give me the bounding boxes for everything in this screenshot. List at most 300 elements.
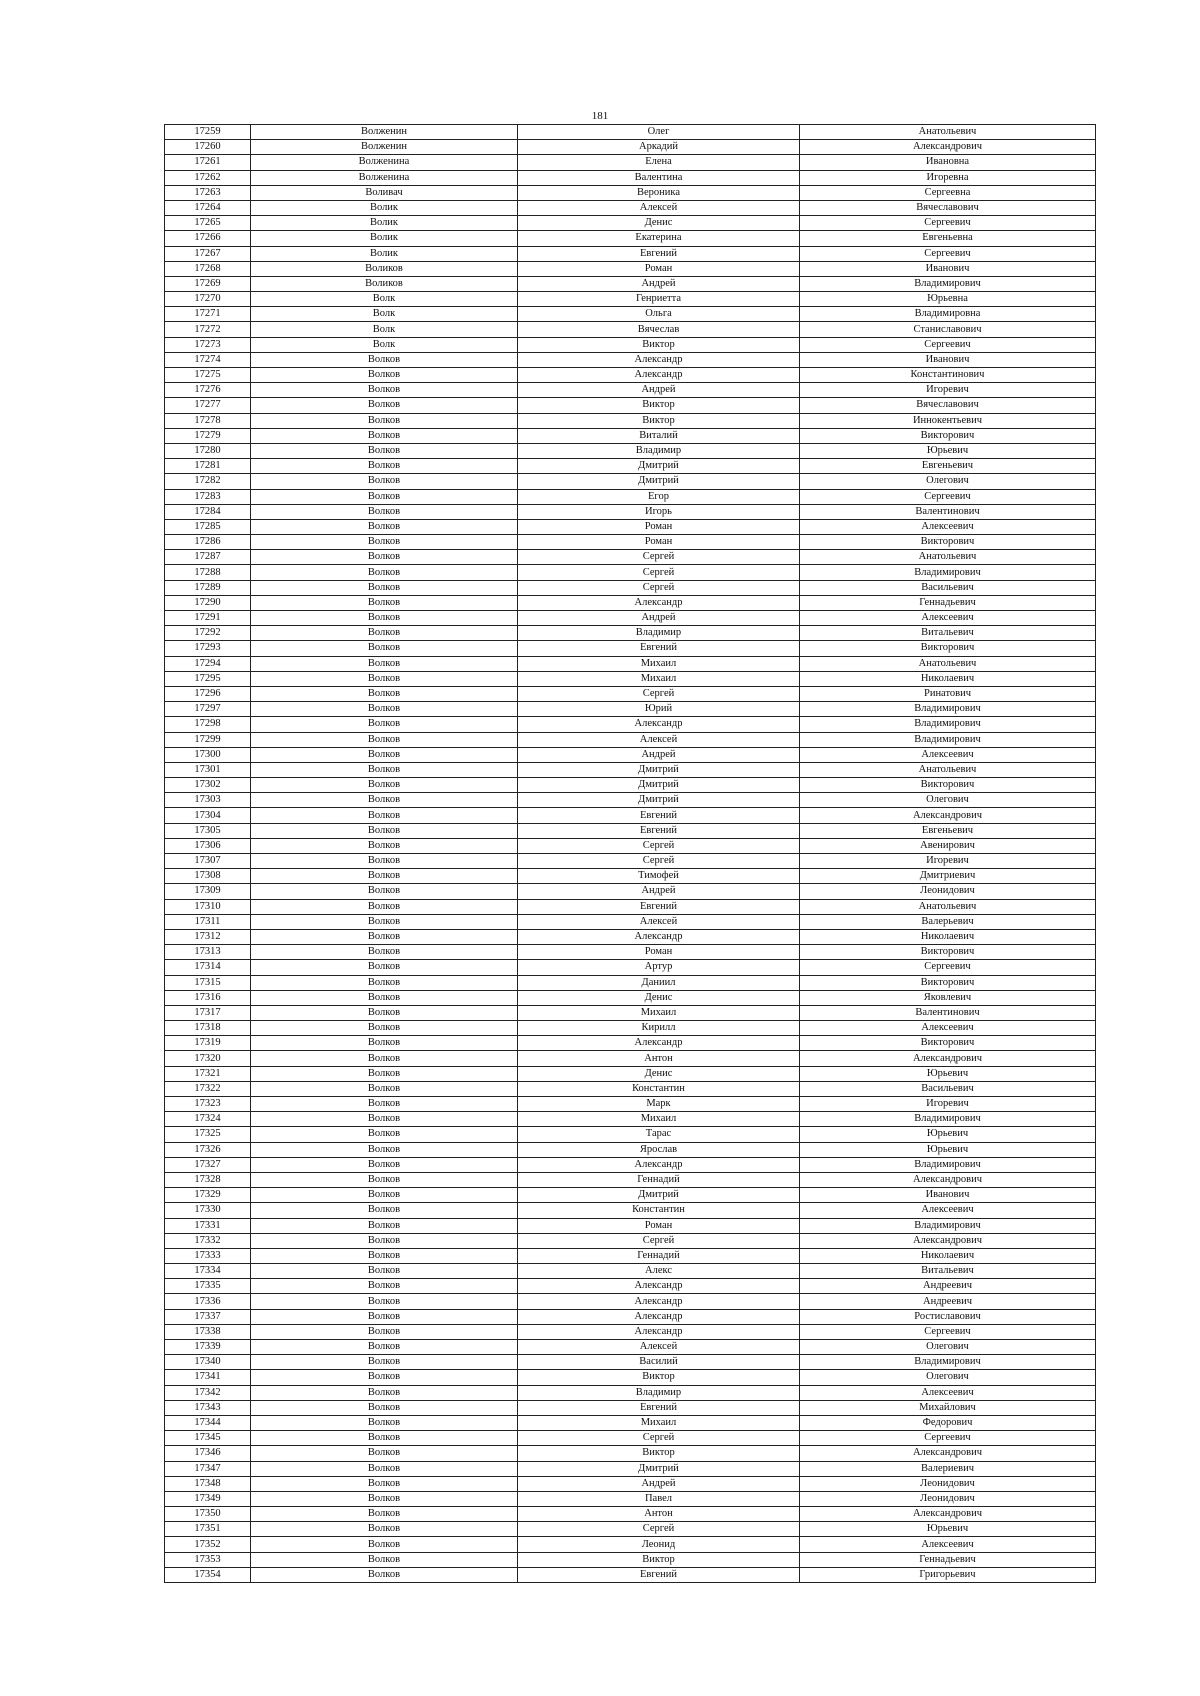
table-row — [165, 337, 1096, 352]
row-number: 17300 — [165, 747, 251, 762]
row-number: 17321 — [165, 1066, 251, 1081]
patronymic-cell: Ростиславович — [800, 1309, 1096, 1324]
first-name-cell: Александр — [518, 929, 800, 944]
patronymic-cell: Анатольевич — [800, 125, 1096, 140]
first-name-cell: Павел — [518, 1491, 800, 1506]
first-name-cell: Ольга — [518, 307, 800, 322]
patronymic-cell: Сергеевич — [800, 337, 1096, 352]
first-name-cell: Андрей — [518, 1476, 800, 1491]
patronymic-cell: Александрович — [800, 1507, 1096, 1522]
patronymic-cell: Викторович — [800, 945, 1096, 960]
patronymic-cell: Алексеевич — [800, 1537, 1096, 1552]
row-number: 17330 — [165, 1203, 251, 1218]
patronymic-cell: Вячеславович — [800, 200, 1096, 215]
row-number: 17291 — [165, 611, 251, 626]
surname-cell: Волков — [251, 1324, 518, 1339]
table-row — [165, 1476, 1096, 1491]
first-name-cell: Сергей — [518, 854, 800, 869]
surname-cell: Волков — [251, 702, 518, 717]
patronymic-cell: Андреевич — [800, 1279, 1096, 1294]
row-number: 17341 — [165, 1370, 251, 1385]
first-name-cell: Валентина — [518, 170, 800, 185]
table-row — [165, 1355, 1096, 1370]
names-table — [164, 124, 1096, 1583]
surname-cell: Волков — [251, 1476, 518, 1491]
table-row — [165, 1264, 1096, 1279]
row-number: 17324 — [165, 1112, 251, 1127]
patronymic-cell: Викторович — [800, 535, 1096, 550]
patronymic-cell: Владимирович — [800, 717, 1096, 732]
row-number: 17303 — [165, 793, 251, 808]
surname-cell: Волков — [251, 732, 518, 747]
row-number: 17298 — [165, 717, 251, 732]
patronymic-cell: Викторович — [800, 1036, 1096, 1051]
first-name-cell: Денис — [518, 990, 800, 1005]
surname-cell: Волков — [251, 884, 518, 899]
surname-cell: Волик — [251, 246, 518, 261]
row-number: 17276 — [165, 383, 251, 398]
row-number: 17302 — [165, 778, 251, 793]
surname-cell: Волков — [251, 368, 518, 383]
surname-cell: Волков — [251, 504, 518, 519]
row-number: 17285 — [165, 519, 251, 534]
patronymic-cell: Юрьевич — [800, 1142, 1096, 1157]
surname-cell: Волков — [251, 1172, 518, 1187]
patronymic-cell: Викторович — [800, 428, 1096, 443]
table-row — [165, 1522, 1096, 1537]
first-name-cell: Сергей — [518, 686, 800, 701]
row-number: 17264 — [165, 200, 251, 215]
first-name-cell: Александр — [518, 595, 800, 610]
table-row — [165, 1324, 1096, 1339]
row-number: 17305 — [165, 823, 251, 838]
table-row — [165, 443, 1096, 458]
table-row — [165, 413, 1096, 428]
table-row — [165, 945, 1096, 960]
table-row — [165, 1157, 1096, 1172]
row-number: 17262 — [165, 170, 251, 185]
table-row — [165, 990, 1096, 1005]
row-number: 17325 — [165, 1127, 251, 1142]
first-name-cell: Вячеслав — [518, 322, 800, 337]
patronymic-cell: Сергеевич — [800, 489, 1096, 504]
first-name-cell: Алексей — [518, 732, 800, 747]
table-row — [165, 140, 1096, 155]
row-number: 17277 — [165, 398, 251, 413]
surname-cell: Волков — [251, 535, 518, 550]
row-number: 17316 — [165, 990, 251, 1005]
surname-cell: Волков — [251, 686, 518, 701]
patronymic-cell: Васильевич — [800, 580, 1096, 595]
row-number: 17261 — [165, 155, 251, 170]
row-number: 17354 — [165, 1567, 251, 1582]
patronymic-cell: Михайлович — [800, 1400, 1096, 1415]
surname-cell: Волик — [251, 231, 518, 246]
surname-cell: Волков — [251, 1051, 518, 1066]
table-row — [165, 1446, 1096, 1461]
patronymic-cell: Ринатович — [800, 686, 1096, 701]
table-row — [165, 702, 1096, 717]
row-number: 17343 — [165, 1400, 251, 1415]
first-name-cell: Сергей — [518, 1233, 800, 1248]
row-number: 17331 — [165, 1218, 251, 1233]
patronymic-cell: Александрович — [800, 1233, 1096, 1248]
table-row — [165, 1370, 1096, 1385]
table-row — [165, 1294, 1096, 1309]
surname-cell: Волков — [251, 914, 518, 929]
first-name-cell: Дмитрий — [518, 474, 800, 489]
surname-cell: Волков — [251, 975, 518, 990]
table-row — [165, 368, 1096, 383]
row-number: 17342 — [165, 1385, 251, 1400]
table-row — [165, 884, 1096, 899]
first-name-cell: Вероника — [518, 185, 800, 200]
surname-cell: Волков — [251, 474, 518, 489]
patronymic-cell: Сергеевич — [800, 960, 1096, 975]
patronymic-cell: Леонидович — [800, 1491, 1096, 1506]
patronymic-cell: Алексеевич — [800, 1203, 1096, 1218]
first-name-cell: Виктор — [518, 1370, 800, 1385]
first-name-cell: Евгений — [518, 246, 800, 261]
table-row — [165, 125, 1096, 140]
first-name-cell: Алексей — [518, 1340, 800, 1355]
first-name-cell: Елена — [518, 155, 800, 170]
row-number: 17340 — [165, 1355, 251, 1370]
surname-cell: Волков — [251, 1461, 518, 1476]
first-name-cell: Евгений — [518, 823, 800, 838]
patronymic-cell: Авенирович — [800, 838, 1096, 853]
row-number: 17284 — [165, 504, 251, 519]
first-name-cell: Алексей — [518, 200, 800, 215]
row-number: 17336 — [165, 1294, 251, 1309]
row-number: 17266 — [165, 231, 251, 246]
table-row — [165, 1218, 1096, 1233]
surname-cell: Волков — [251, 611, 518, 626]
table-row — [165, 261, 1096, 276]
table-row — [165, 1248, 1096, 1263]
row-number: 17294 — [165, 656, 251, 671]
row-number: 17287 — [165, 550, 251, 565]
row-number: 17351 — [165, 1522, 251, 1537]
first-name-cell: Дмитрий — [518, 1188, 800, 1203]
surname-cell: Волков — [251, 671, 518, 686]
surname-cell: Волков — [251, 1248, 518, 1263]
patronymic-cell: Евгеньевич — [800, 823, 1096, 838]
surname-cell: Волков — [251, 383, 518, 398]
table-row — [165, 899, 1096, 914]
row-number: 17345 — [165, 1431, 251, 1446]
patronymic-cell: Алексеевич — [800, 747, 1096, 762]
table-row — [165, 838, 1096, 853]
first-name-cell: Андрей — [518, 611, 800, 626]
first-name-cell: Виктор — [518, 1446, 800, 1461]
table-row — [165, 428, 1096, 443]
first-name-cell: Александр — [518, 1279, 800, 1294]
patronymic-cell: Иванович — [800, 261, 1096, 276]
first-name-cell: Михаил — [518, 1415, 800, 1430]
table-row — [165, 185, 1096, 200]
first-name-cell: Александр — [518, 352, 800, 367]
first-name-cell: Константин — [518, 1081, 800, 1096]
patronymic-cell: Юрьевич — [800, 1522, 1096, 1537]
first-name-cell: Евгений — [518, 808, 800, 823]
patronymic-cell: Григорьевич — [800, 1567, 1096, 1582]
row-number: 17315 — [165, 975, 251, 990]
table-row — [165, 1461, 1096, 1476]
surname-cell: Волков — [251, 823, 518, 838]
row-number: 17311 — [165, 914, 251, 929]
first-name-cell: Роман — [518, 519, 800, 534]
first-name-cell: Михаил — [518, 1112, 800, 1127]
table-row — [165, 732, 1096, 747]
patronymic-cell: Валентинович — [800, 504, 1096, 519]
row-number: 17267 — [165, 246, 251, 261]
patronymic-cell: Витальевич — [800, 626, 1096, 641]
surname-cell: Волков — [251, 1021, 518, 1036]
row-number: 17299 — [165, 732, 251, 747]
row-number: 17290 — [165, 595, 251, 610]
table-row — [165, 580, 1096, 595]
surname-cell: Волков — [251, 1385, 518, 1400]
row-number: 17310 — [165, 899, 251, 914]
first-name-cell: Сергей — [518, 580, 800, 595]
surname-cell: Волков — [251, 1218, 518, 1233]
first-name-cell: Евгений — [518, 1400, 800, 1415]
surname-cell: Волков — [251, 1415, 518, 1430]
table-row — [165, 1385, 1096, 1400]
first-name-cell: Екатерина — [518, 231, 800, 246]
row-number: 17328 — [165, 1172, 251, 1187]
row-number: 17332 — [165, 1233, 251, 1248]
first-name-cell: Виктор — [518, 337, 800, 352]
first-name-cell: Денис — [518, 1066, 800, 1081]
patronymic-cell: Александрович — [800, 1051, 1096, 1066]
row-number: 17271 — [165, 307, 251, 322]
first-name-cell: Александр — [518, 1324, 800, 1339]
names-table-body — [165, 125, 1096, 1583]
first-name-cell: Дмитрий — [518, 762, 800, 777]
patronymic-cell: Дмитриевич — [800, 869, 1096, 884]
row-number: 17350 — [165, 1507, 251, 1522]
surname-cell: Волков — [251, 1112, 518, 1127]
row-number: 17353 — [165, 1552, 251, 1567]
patronymic-cell: Викторович — [800, 778, 1096, 793]
row-number: 17280 — [165, 443, 251, 458]
patronymic-cell: Анатольевич — [800, 899, 1096, 914]
first-name-cell: Александр — [518, 1157, 800, 1172]
surname-cell: Волков — [251, 1233, 518, 1248]
surname-cell: Волк — [251, 337, 518, 352]
first-name-cell: Дмитрий — [518, 778, 800, 793]
first-name-cell: Роман — [518, 945, 800, 960]
patronymic-cell: Витальевич — [800, 1264, 1096, 1279]
patronymic-cell: Александрович — [800, 808, 1096, 823]
surname-cell: Волков — [251, 489, 518, 504]
row-number: 17259 — [165, 125, 251, 140]
table-row — [165, 1552, 1096, 1567]
table-row — [165, 854, 1096, 869]
surname-cell: Волков — [251, 1567, 518, 1582]
row-number: 17352 — [165, 1537, 251, 1552]
table-row — [165, 808, 1096, 823]
row-number: 17270 — [165, 292, 251, 307]
patronymic-cell: Владимирович — [800, 702, 1096, 717]
patronymic-cell: Станиславович — [800, 322, 1096, 337]
table-row — [165, 459, 1096, 474]
patronymic-cell: Игоревна — [800, 170, 1096, 185]
table-row — [165, 1279, 1096, 1294]
patronymic-cell: Владимирович — [800, 276, 1096, 291]
row-number: 17349 — [165, 1491, 251, 1506]
first-name-cell: Дмитрий — [518, 459, 800, 474]
first-name-cell: Геннадий — [518, 1172, 800, 1187]
patronymic-cell: Владимирович — [800, 1112, 1096, 1127]
row-number: 17308 — [165, 869, 251, 884]
table-row — [165, 1507, 1096, 1522]
surname-cell: Волков — [251, 960, 518, 975]
surname-cell: Волков — [251, 717, 518, 732]
surname-cell: Волков — [251, 656, 518, 671]
surname-cell: Волков — [251, 1127, 518, 1142]
table-row — [165, 155, 1096, 170]
surname-cell: Волков — [251, 990, 518, 1005]
table-row — [165, 1233, 1096, 1248]
row-number: 17320 — [165, 1051, 251, 1066]
table-row — [165, 1491, 1096, 1506]
first-name-cell: Александр — [518, 717, 800, 732]
surname-cell: Волк — [251, 307, 518, 322]
row-number: 17327 — [165, 1157, 251, 1172]
table-row — [165, 1142, 1096, 1157]
row-number: 17260 — [165, 140, 251, 155]
table-row — [165, 975, 1096, 990]
surname-cell: Волков — [251, 854, 518, 869]
patronymic-cell: Николаевич — [800, 1248, 1096, 1263]
row-number: 17346 — [165, 1446, 251, 1461]
first-name-cell: Андрей — [518, 747, 800, 762]
table-row — [165, 1081, 1096, 1096]
patronymic-cell: Андреевич — [800, 1294, 1096, 1309]
first-name-cell: Сергей — [518, 1431, 800, 1446]
first-name-cell: Дмитрий — [518, 1461, 800, 1476]
table-row — [165, 1097, 1096, 1112]
patronymic-cell: Юрьевич — [800, 1127, 1096, 1142]
table-row — [165, 1567, 1096, 1582]
row-number: 17301 — [165, 762, 251, 777]
row-number: 17329 — [165, 1188, 251, 1203]
table-row — [165, 1188, 1096, 1203]
first-name-cell: Роман — [518, 535, 800, 550]
patronymic-cell: Олегович — [800, 793, 1096, 808]
surname-cell: Волков — [251, 1355, 518, 1370]
first-name-cell: Ярослав — [518, 1142, 800, 1157]
patronymic-cell: Игоревич — [800, 854, 1096, 869]
row-number: 17323 — [165, 1097, 251, 1112]
patronymic-cell: Олегович — [800, 474, 1096, 489]
first-name-cell: Андрей — [518, 383, 800, 398]
surname-cell: Волков — [251, 459, 518, 474]
surname-cell: Волков — [251, 1431, 518, 1446]
surname-cell: Волженин — [251, 125, 518, 140]
table-row — [165, 1112, 1096, 1127]
first-name-cell: Егор — [518, 489, 800, 504]
patronymic-cell: Владимирович — [800, 565, 1096, 580]
surname-cell: Волков — [251, 443, 518, 458]
patronymic-cell: Геннадьевич — [800, 595, 1096, 610]
table-row — [165, 641, 1096, 656]
row-number: 17312 — [165, 929, 251, 944]
first-name-cell: Александр — [518, 1036, 800, 1051]
first-name-cell: Роман — [518, 261, 800, 276]
first-name-cell: Виталий — [518, 428, 800, 443]
surname-cell: Волков — [251, 1203, 518, 1218]
first-name-cell: Тарас — [518, 1127, 800, 1142]
surname-cell: Волков — [251, 778, 518, 793]
table-row — [165, 869, 1096, 884]
table-row — [165, 1400, 1096, 1415]
surname-cell: Волков — [251, 1264, 518, 1279]
first-name-cell: Евгений — [518, 899, 800, 914]
first-name-cell: Василий — [518, 1355, 800, 1370]
first-name-cell: Константин — [518, 1203, 800, 1218]
row-number: 17272 — [165, 322, 251, 337]
patronymic-cell: Владимировна — [800, 307, 1096, 322]
table-row — [165, 535, 1096, 550]
patronymic-cell: Валерьевич — [800, 914, 1096, 929]
patronymic-cell: Александрович — [800, 1446, 1096, 1461]
surname-cell: Волков — [251, 1279, 518, 1294]
table-row — [165, 550, 1096, 565]
surname-cell: Волков — [251, 1142, 518, 1157]
surname-cell: Волков — [251, 899, 518, 914]
patronymic-cell: Игоревич — [800, 383, 1096, 398]
patronymic-cell: Игоревич — [800, 1097, 1096, 1112]
first-name-cell: Андрей — [518, 276, 800, 291]
first-name-cell: Геннадий — [518, 1248, 800, 1263]
patronymic-cell: Юрьевич — [800, 443, 1096, 458]
first-name-cell: Александр — [518, 1294, 800, 1309]
patronymic-cell: Владимирович — [800, 1218, 1096, 1233]
surname-cell: Волков — [251, 352, 518, 367]
surname-cell: Волженин — [251, 140, 518, 155]
row-number: 17296 — [165, 686, 251, 701]
patronymic-cell: Владимирович — [800, 732, 1096, 747]
row-number: 17265 — [165, 216, 251, 231]
table-row — [165, 671, 1096, 686]
surname-cell: Волков — [251, 838, 518, 853]
row-number: 17337 — [165, 1309, 251, 1324]
table-row — [165, 747, 1096, 762]
first-name-cell: Алекс — [518, 1264, 800, 1279]
table-row — [165, 246, 1096, 261]
surname-cell: Волков — [251, 595, 518, 610]
surname-cell: Волков — [251, 1188, 518, 1203]
table-row — [165, 322, 1096, 337]
surname-cell: Волков — [251, 626, 518, 641]
first-name-cell: Даниил — [518, 975, 800, 990]
table-row — [165, 489, 1096, 504]
first-name-cell: Михаил — [518, 671, 800, 686]
row-number: 17322 — [165, 1081, 251, 1096]
surname-cell: Волков — [251, 1005, 518, 1020]
first-name-cell: Сергей — [518, 1522, 800, 1537]
surname-cell: Волков — [251, 1066, 518, 1081]
patronymic-cell: Иванович — [800, 352, 1096, 367]
row-number: 17313 — [165, 945, 251, 960]
row-number: 17286 — [165, 535, 251, 550]
patronymic-cell: Иванович — [800, 1188, 1096, 1203]
patronymic-cell: Евгеньевна — [800, 231, 1096, 246]
